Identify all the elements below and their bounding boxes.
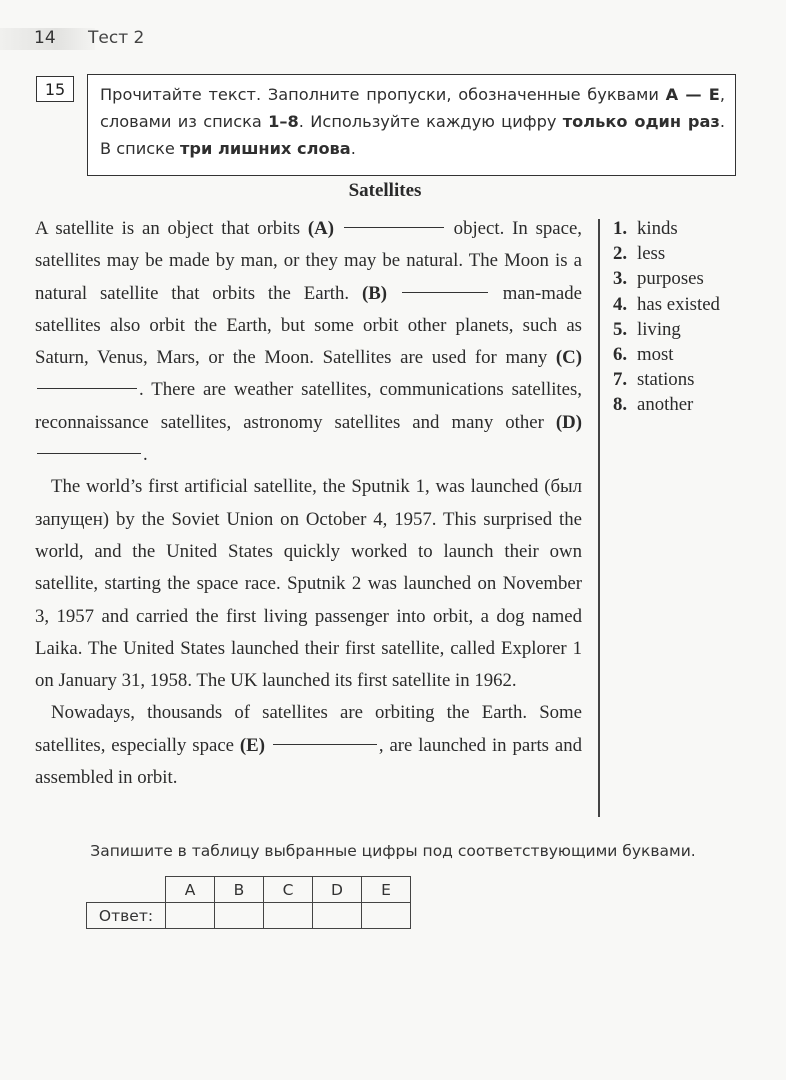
task-instruction: Прочитайте текст. Заполните пропуски, обозначенные буквами А — Е, словами из списка 1–8. Используйте каждую цифру только один раз. В списке три лишних слова. [87, 74, 736, 176]
paragraph-2: The world’s first artificial satellite, the Sputnik 1, was launched (был запущен) by the Soviet Union on October 4, 1957. This surprised the world, and the United States quickly worked to launch their own satellite, starting the space race. Sputnik 2 was launched on November 3, 1957 and carried the first living passenger into orbit, a dog named Laika. The United States launched their first satellite, called Explorer 1 on January 31, 1958. The UK launched its first satellite in 1962. [35, 476, 582, 692]
word-list-item: 7. stations [613, 369, 695, 391]
answer-table [86, 876, 411, 929]
gap-c-blank [37, 387, 137, 389]
word-list [613, 216, 720, 418]
word-list-item: 3. purposes [613, 268, 704, 290]
task-number: 15 [36, 76, 74, 102]
gap-label-a: (A) [307, 218, 334, 239]
article-text [35, 213, 582, 794]
header-a: A [166, 877, 215, 903]
word-list-item: 1. kinds [613, 218, 678, 239]
answer-cell-d[interactable] [313, 903, 362, 929]
word-list-item: 5. living [613, 318, 681, 340]
test-name: Тест 2 [88, 28, 145, 48]
answer-cell-e[interactable] [362, 903, 411, 929]
header-e: E [362, 877, 411, 903]
word-list-item: 4. has existed [613, 293, 720, 315]
answer-row-label: Ответ: [87, 903, 166, 929]
header-c: C [264, 877, 313, 903]
paragraph-3: Nowadays, thousands of satellites are orbiting the Earth. Some satellites, especially space (E) , are launched in parts and assembled in orbit. [35, 702, 582, 789]
header-b: B [215, 877, 264, 903]
gap-label-e: (E) [239, 734, 265, 756]
header-d: D [313, 877, 362, 903]
word-list-item: 6. most [613, 344, 674, 366]
answer-cell-a[interactable] [166, 903, 215, 929]
gap-d-blank [37, 452, 141, 454]
divider-line [598, 219, 600, 817]
gap-label-c: (C) [555, 347, 582, 369]
gap-label-b: (B) [361, 282, 387, 304]
gap-e-blank [273, 743, 377, 745]
gap-b-blank [402, 291, 488, 293]
article-title: Satellites [348, 180, 422, 201]
page-number: 14 [34, 28, 56, 48]
paragraph-1: A satellite is an object that orbits (A) object. In space, satellites may be made by man, or they may be natural. The Moon is a natural satellite that orbits the Earth. (B) man-made satellites also orbit the Earth, but some orbit other planets, such as Saturn, Venus, Mars, or the Moon. Satellites are used for many (C) . There are weather satellites, communications satellites, reconnaissance satellites, astronomy satellites and many other (D) . [35, 218, 583, 466]
gap-a-blank [344, 226, 444, 228]
answer-cell-b[interactable] [215, 903, 264, 929]
word-list-item: 8. another [613, 394, 694, 416]
table-caption: Запишите в таблицу выбранные цифры под соответствующими буквами. [90, 842, 696, 860]
gap-label-d: (D) [555, 411, 582, 433]
answer-cell-c[interactable] [264, 903, 313, 929]
word-list-item: 2. less [613, 243, 666, 265]
